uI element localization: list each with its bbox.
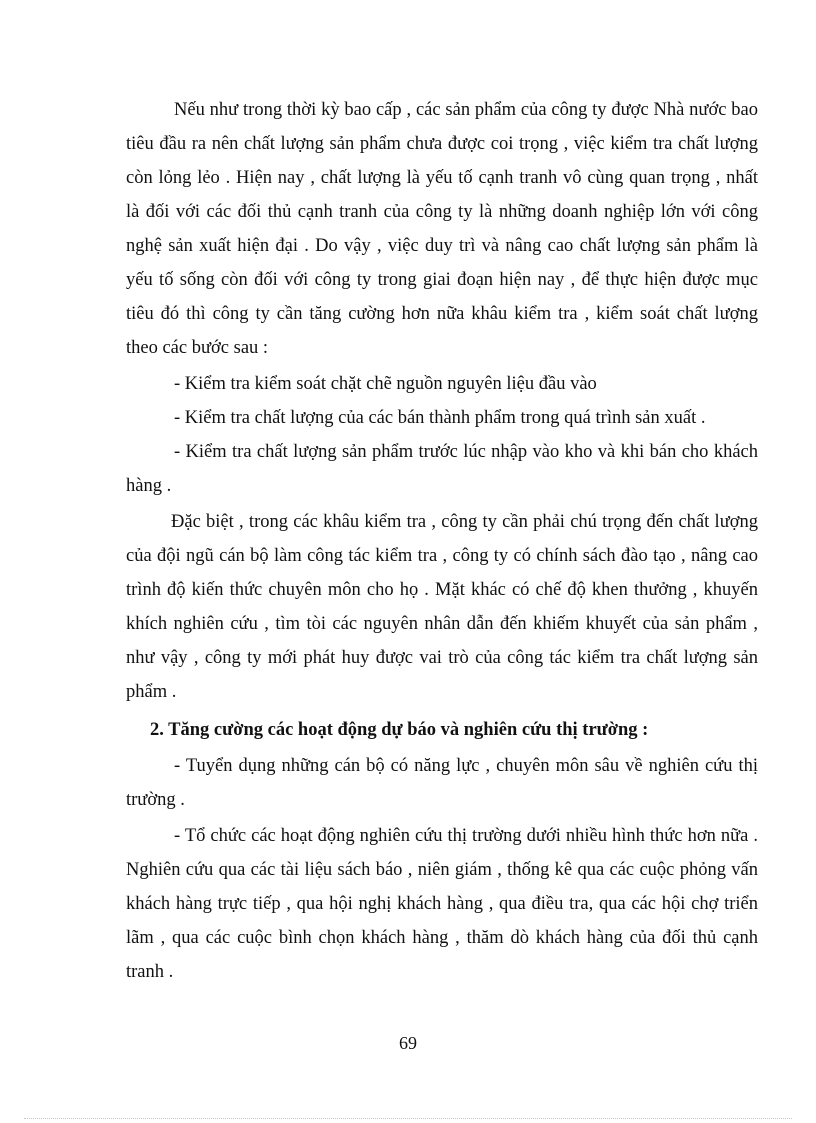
bullet-item: - Kiểm tra chất lượng của các bán thành phẩm trong quá trình sản xuất . [174,408,706,428]
footer-divider [24,1118,792,1119]
paragraph-2-line: như vậy , công ty mới phát huy được vai trò của công tác kiểm tra chất lượng sản [126,648,758,668]
paragraph-1-line: theo các bước sau : [126,338,269,358]
paragraph-1-line: tiêu đó thì công ty cần tăng cường hơn nữa khâu kiểm tra , kiểm soát chất lượng [126,304,758,324]
paragraph-2-line: Đặc biệt , trong các khâu kiểm tra , công ty cần phải chú trọng đến chất lượng [171,512,758,532]
bullet-item: - Kiểm tra kiểm soát chặt chẽ nguồn nguyên liệu đầu vào [174,374,597,394]
bullet-item: - Tuyển dụng những cán bộ có năng lực , chuyên môn sâu về nghiên cứu thị [174,756,758,776]
paragraph-1-line: nghệ sản xuất hiện đại . Do vậy , việc duy trì và nâng cao chất lượng sản phẩm là [126,236,758,256]
bullet-item-continuation: khách hàng trực tiếp , qua hội nghị khách hàng , qua điều tra, qua các hội chợ triển [126,894,758,914]
bullet-item: - Kiểm tra chất lượng sản phẩm trước lúc nhập vào kho và khi bán cho khách [174,442,758,462]
bullet-item-continuation: lãm , qua các cuộc bình chọn khách hàng , thăm dò khách hàng của đối thủ cạnh [126,928,758,948]
paragraph-2-line: trình độ kiến thức chuyên môn cho họ . Mặt khác có chế độ khen thưởng , khuyến [126,580,758,600]
paragraph-2-line: của đội ngũ cán bộ làm công tác kiểm tra , công ty có chính sách đào tạo , nâng cao [126,546,758,566]
paragraph-1-line: Nếu như trong thời kỳ bao cấp , các sản phẩm của công ty được Nhà nước bao [174,100,758,120]
page-number: 69 [399,1033,417,1053]
bullet-item-continuation: Nghiên cứu qua các tài liệu sách báo , niên giám , thống kê qua các cuộc phỏng vấn [126,860,758,880]
bullet-item: - Tổ chức các hoạt động nghiên cứu thị trường dưới nhiều hình thức hơn nữa . [174,826,758,846]
paragraph-1-line: còn lỏng lẻo . Hiện nay , chất lượng là yếu tố cạnh tranh vô cùng quan trọng , nhất [126,168,758,188]
paragraph-1-line: tiêu đầu ra nên chất lượng sản phẩm chưa được coi trọng , việc kiểm tra chất lượng [126,134,758,154]
paragraph-1-line: là đối với các đối thủ cạnh tranh của công ty là những doanh nghiệp lớn với công [126,202,758,222]
section-heading: 2. Tăng cường các hoạt động dự báo và nghiên cứu thị trường : [150,720,649,740]
bullet-item-continuation: trường . [126,790,185,810]
bullet-item-continuation: hàng . [126,476,172,496]
paragraph-2-line: phẩm . [126,682,177,702]
bullet-item-continuation: tranh . [126,962,174,982]
paragraph-1-line: yếu tố sống còn đối với công ty trong giai đoạn hiện nay , để thực hiện được mục [126,270,758,290]
paragraph-2-line: khích nghiên cứu , tìm tòi các nguyên nhân dẫn đến khiếm khuyết của sản phẩm , [126,614,758,634]
